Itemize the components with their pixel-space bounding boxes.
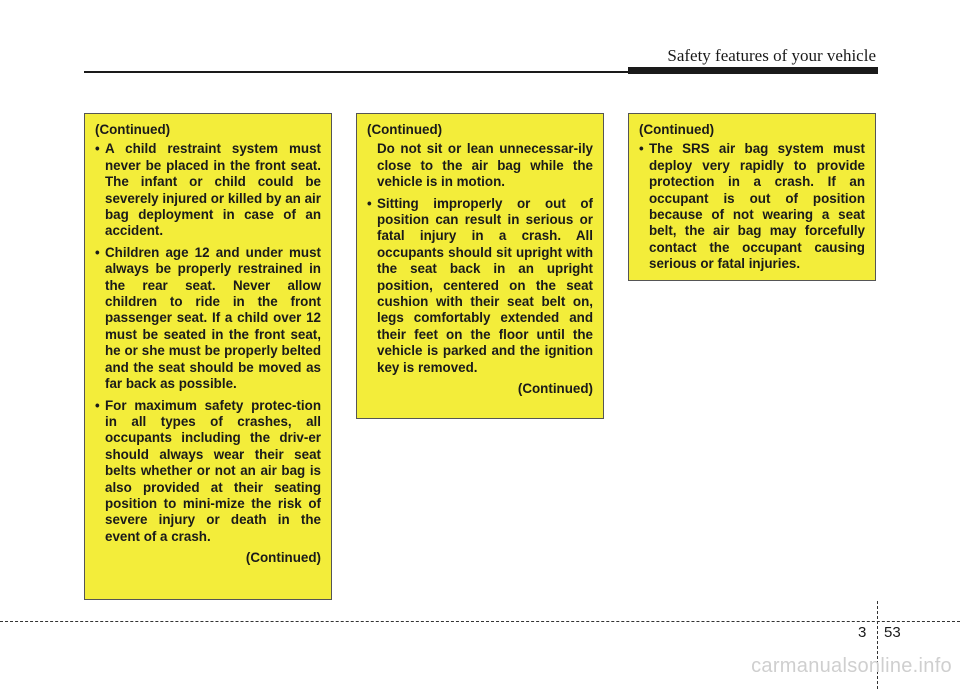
page-header-title: Safety features of your vehicle [667,46,876,65]
continued-heading: (Continued) [95,122,171,137]
list-item-text: The SRS air bag system must deploy very rapidly to provide protection in a crash. If an occupant is out of position because of not wearing a seat belt, the air bag may forcefully contact the occupant causing serious or fatal injuries. [649,141,865,272]
bullet-icon: • [367,195,372,211]
page-number: 53 [884,624,901,641]
warning-box-3 [628,113,876,281]
chapter-number: 3 [858,624,867,641]
bullet-icon: • [639,141,644,157]
list-item-text: For maximum safety protec-tion in all types of crashes, all occupants including the driv-er should always wear their seat belts whether or not an air bag is also provided at their seating position to mini-mize the risk of severe injury or death in the event of a crash. [105,397,321,544]
list-item-text: A child restraint system must never be placed in the front seat. The infant or child could be severely injured or killed by an air bag deployment in case of an accident. [105,141,321,239]
continued-heading: (Continued) [639,122,715,137]
continued-heading: (Continued) [367,122,443,137]
list-item [95,245,321,393]
continued-footer: (Continued) [517,381,593,397]
list-item [95,141,321,239]
bullet-icon: • [95,397,100,413]
watermark: carmanualsonline.info [751,655,952,677]
warning-box-2 [356,113,604,419]
list-item-text: Children age 12 and under must always be properly restrained in the rear seat. Never allow children to ride in the front passenger seat. If a child over 12 must be seated in the front seat, he or she must be properly belted and the seat should be moved as far back as possible. [105,244,321,392]
bullet-icon: • [95,141,100,157]
list-item [367,196,593,376]
warning-box-1 [84,113,332,600]
continued-paragraph: Do not sit or lean unnecessar-ily close to the air bag while the vehicle is in motion. [377,141,593,190]
list-item [639,141,865,272]
continued-footer: (Continued) [245,550,321,566]
list-item-text: Sitting improperly or out of position can result in serious or fatal injury in a crash. All occupants should sit upright with the seat back in an upright position, centered on the seat cushion with their seat belt on, legs comfortably extended and their feet on the floor until the vehicle is parked and the ignition key is removed. [377,195,593,375]
bullet-icon: • [95,244,100,260]
list-item [95,398,321,546]
footer-divider [0,621,960,622]
header-rule-accent [628,67,878,74]
